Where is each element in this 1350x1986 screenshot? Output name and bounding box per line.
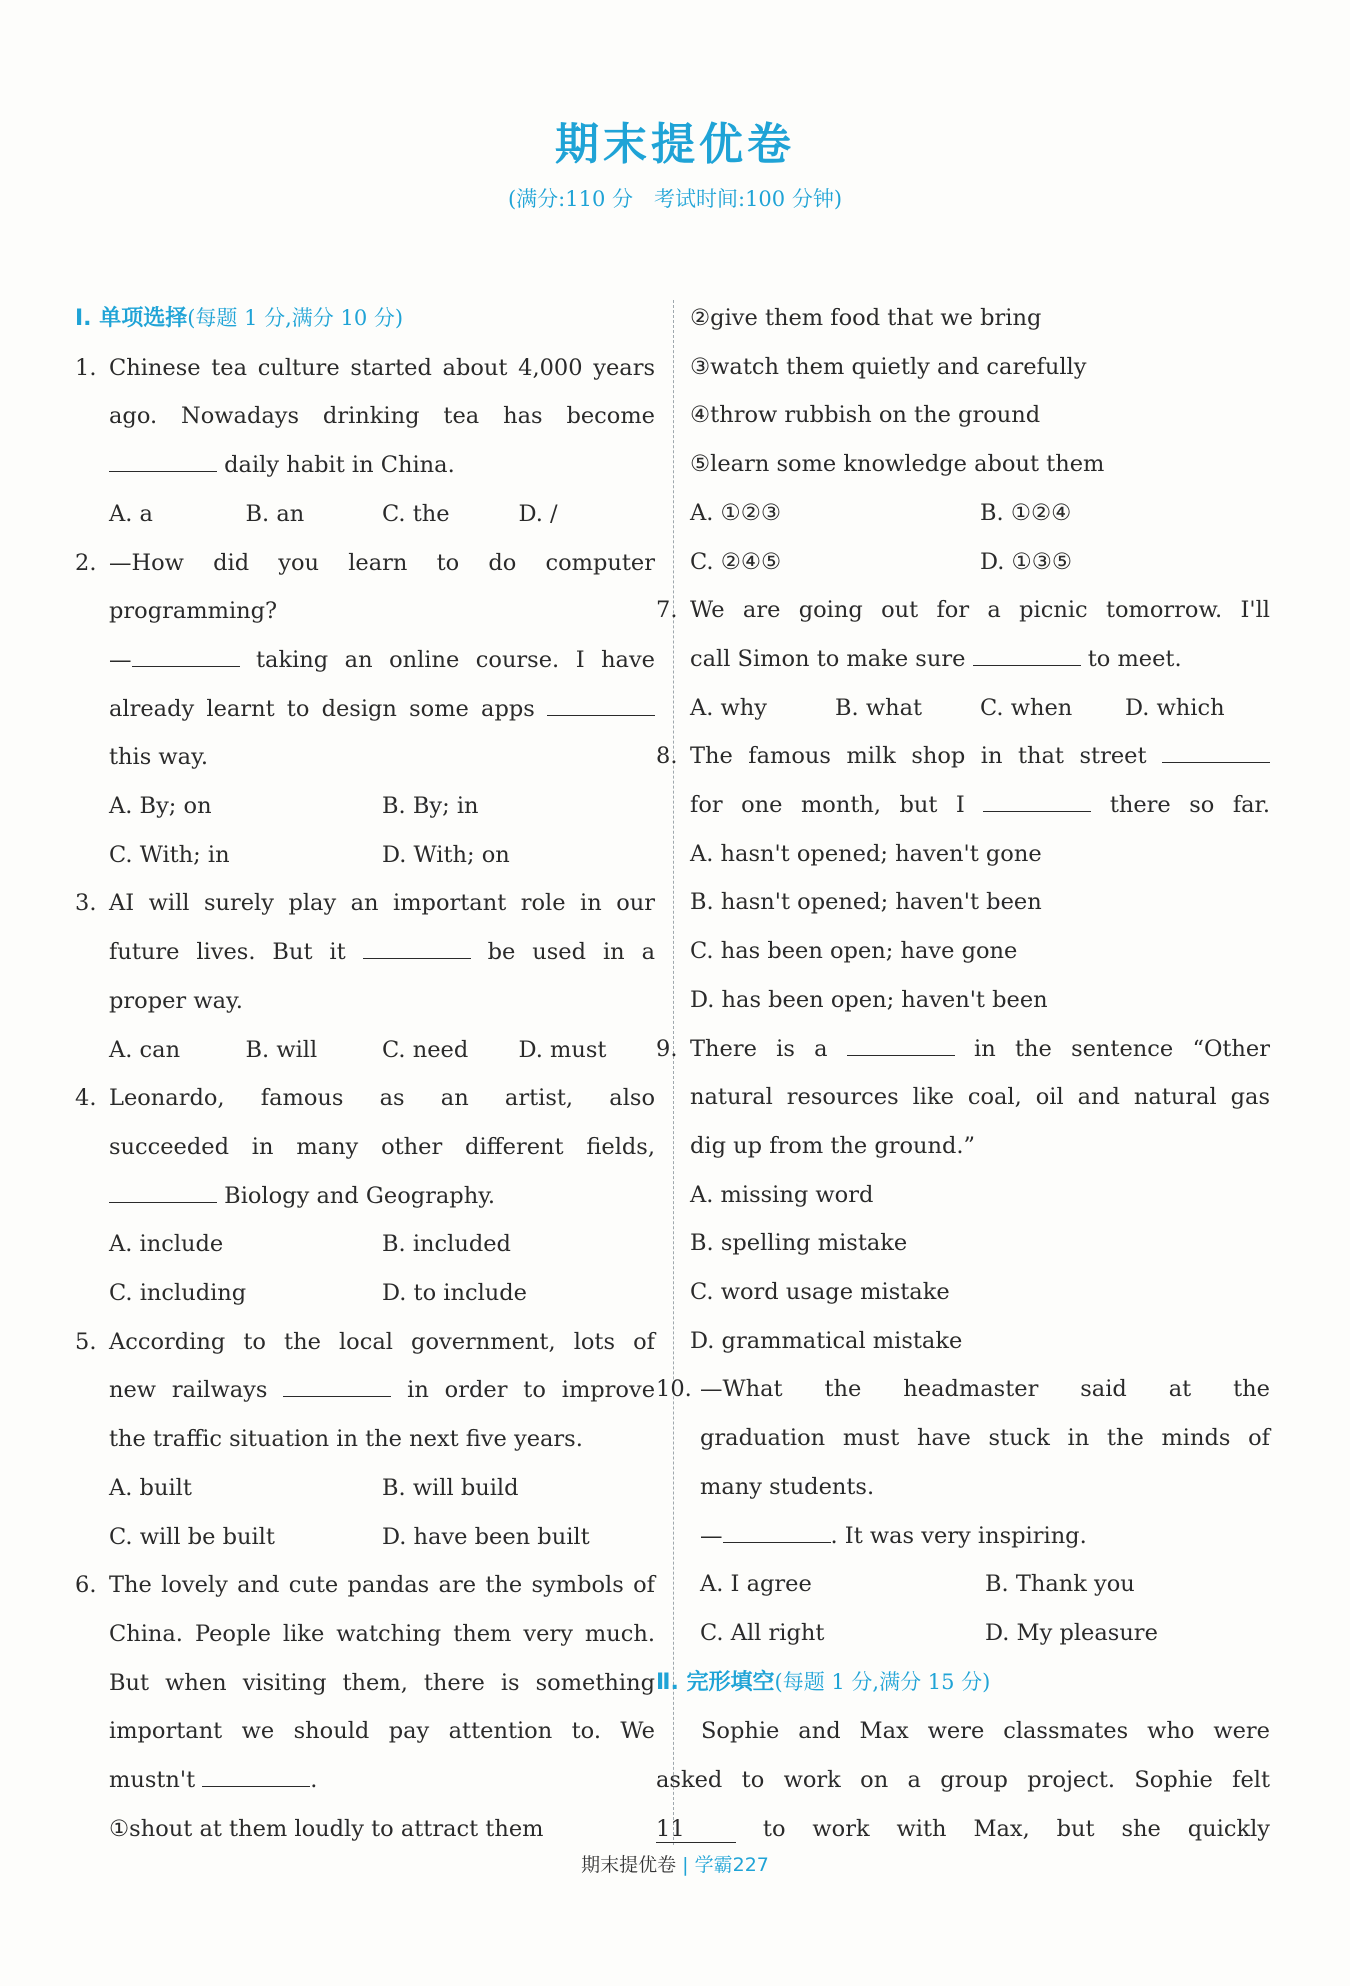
statement-item: ④throw rubbish on the ground — [690, 402, 1041, 429]
question-text: future lives. But it — [109, 939, 346, 966]
answer-blank — [847, 1029, 955, 1056]
option-c: C. the — [382, 500, 450, 527]
options — [690, 684, 1270, 733]
question-number: 3. — [75, 890, 97, 917]
section-1-heading — [75, 294, 655, 344]
page-number: 227 — [732, 1854, 769, 1876]
question-text: AI will surely play an important role in our — [109, 890, 655, 917]
question-text: But when visiting them, there is something — [109, 1669, 655, 1696]
options — [700, 1609, 1270, 1658]
question-number: 1. — [75, 354, 97, 381]
option-b: B. what — [835, 694, 923, 721]
options — [109, 1464, 655, 1513]
option-c: C. has been open; have gone — [690, 938, 1018, 965]
options — [109, 1513, 655, 1562]
question-number: 5. — [75, 1328, 97, 1355]
question-text: Leonardo, famous as an artist, also — [109, 1085, 655, 1112]
question-text: succeeded in many other different fields, — [109, 1133, 655, 1160]
question-text: According to the local government, lots of — [109, 1328, 655, 1355]
question-10 — [656, 1365, 1270, 1657]
question-text: in the sentence “Other — [974, 1035, 1270, 1062]
option-d: D. to include — [382, 1280, 527, 1307]
option-a: A. built — [109, 1474, 192, 1501]
question-number: 8. — [656, 743, 678, 770]
option-a: A. hasn't opened; haven't gone — [690, 840, 1042, 867]
option-a: A. ①②③ — [690, 499, 782, 526]
option-d: D. With; on — [382, 841, 510, 868]
question-9 — [656, 1025, 1270, 1366]
question-number: 10. — [656, 1376, 692, 1403]
option-a: A. include — [109, 1231, 224, 1258]
option-b: B. hasn't opened; haven't been — [690, 889, 1042, 916]
question-text: daily habit in China. — [224, 452, 455, 479]
question-text: to meet. — [1087, 645, 1182, 672]
option-b: B. ①②④ — [980, 499, 1072, 526]
option-a: A. can — [109, 1036, 181, 1063]
answer-blank — [547, 689, 655, 716]
option-b: B. By; in — [382, 793, 479, 820]
option-c: C. ②④⑤ — [690, 548, 782, 575]
option-a: A. I agree — [700, 1571, 812, 1598]
options — [690, 489, 1270, 538]
option-c: C. With; in — [109, 841, 230, 868]
answer-blank — [973, 639, 1081, 666]
question-6-continued — [656, 294, 1270, 586]
option-d: D. My pleasure — [985, 1619, 1158, 1646]
footer-separator: | — [682, 1854, 689, 1876]
question-text: The famous milk shop in that street — [690, 743, 1147, 770]
passage-text: to work with Max, but she quickly — [762, 1815, 1271, 1842]
section-2-note: (每题 1 分,满分 15 分) — [774, 1669, 991, 1694]
footer-brand: 学霸 — [694, 1854, 733, 1876]
question-text: this way. — [109, 744, 208, 771]
question-text: We are going out for a picnic tomorrow. I'll — [690, 597, 1270, 624]
answer-blank — [1162, 736, 1270, 763]
question-6 — [75, 1561, 655, 1853]
option-d: D. / — [518, 500, 558, 527]
option-d: D. which — [1125, 694, 1225, 721]
option-d: D. grammatical mistake — [690, 1327, 963, 1354]
answer-blank — [132, 640, 240, 667]
option-b: B. will — [245, 1036, 318, 1063]
option-c: C. will be built — [109, 1523, 275, 1550]
question-text: taking an online course. I have — [256, 646, 656, 673]
option-a: A. missing word — [690, 1181, 874, 1208]
cloze-blank-11: 11 — [656, 1816, 736, 1843]
question-8 — [656, 732, 1270, 1024]
question-text: . It was very inspiring. — [830, 1522, 1087, 1549]
question-text: there so far. — [1109, 792, 1270, 819]
question-text: proper way. — [109, 987, 243, 1014]
right-column — [656, 294, 1271, 1854]
options — [690, 538, 1270, 587]
option-a: A. By; on — [109, 793, 212, 820]
section-2-heading — [656, 1658, 1270, 1708]
question-text: in order to improve — [407, 1377, 656, 1404]
question-7 — [656, 586, 1270, 732]
options — [109, 490, 655, 539]
option-c: C. need — [382, 1036, 469, 1063]
option-c: C. word usage mistake — [690, 1279, 950, 1306]
answer-blank — [723, 1516, 831, 1543]
passage-text: Sophie and Max were classmates who were — [701, 1718, 1270, 1745]
statement-item: ③watch them quietly and carefully — [690, 353, 1087, 380]
option-a: A. why — [690, 694, 768, 721]
option-d: D. have been built — [382, 1523, 590, 1550]
dash: — — [700, 1522, 723, 1549]
question-text: There is a — [690, 1035, 828, 1062]
question-text: China. People like watching them very much. — [109, 1620, 655, 1647]
question-text: mustn't — [109, 1767, 196, 1794]
question-text: ago. Nowadays drinking tea has become — [109, 403, 655, 430]
question-number: 7. — [656, 597, 678, 624]
options — [109, 831, 655, 880]
answer-blank — [363, 932, 471, 959]
question-number: 6. — [75, 1572, 97, 1599]
option-d: D. must — [518, 1036, 607, 1063]
options — [109, 782, 655, 831]
option-c: C. All right — [700, 1619, 825, 1646]
question-text: —What the headmaster said at the — [700, 1376, 1270, 1403]
answer-blank — [202, 1760, 310, 1787]
option-d: D. ①③⑤ — [980, 548, 1073, 575]
question-text: Chinese tea culture started about 4,000 years — [109, 354, 655, 381]
option-b: B. will build — [382, 1474, 519, 1501]
question-text: . — [310, 1767, 318, 1794]
question-2 — [75, 539, 655, 880]
question-number: 2. — [75, 549, 97, 576]
answer-blank — [983, 785, 1091, 812]
question-text: be used in a — [487, 939, 655, 966]
question-text: already learnt to design some apps — [109, 695, 535, 722]
question-text: important we should pay attention to. We — [109, 1718, 655, 1745]
options — [109, 1269, 655, 1318]
question-text: new railways — [109, 1377, 268, 1404]
question-4 — [75, 1074, 655, 1318]
option-b: B. an — [245, 500, 305, 527]
question-text: natural resources like coal, oil and natural gas — [690, 1084, 1270, 1111]
question-text: call Simon to make sure — [690, 645, 966, 672]
question-3 — [75, 879, 655, 1074]
question-text: programming? — [109, 598, 278, 625]
statement-item: ①shout at them loudly to attract them — [109, 1815, 544, 1842]
question-text: for one month, but I — [690, 792, 965, 819]
section-1-title: Ⅰ. 单项选择 — [75, 306, 188, 331]
options — [109, 1026, 655, 1075]
option-a: A. a — [109, 500, 153, 527]
passage-text: asked to work on a group project. Sophie felt — [656, 1767, 1270, 1794]
answer-blank — [283, 1370, 391, 1397]
option-d: D. has been open; haven't been — [690, 986, 1048, 1013]
section-1-note: (每题 1 分,满分 10 分) — [187, 306, 404, 330]
footer-title: 期末提优卷 — [581, 1854, 677, 1876]
option-b: B. included — [382, 1231, 511, 1258]
statement-item: ⑤learn some knowledge about them — [690, 451, 1105, 478]
question-text: dig up from the ground.” — [690, 1132, 976, 1159]
option-b: B. Thank you — [985, 1571, 1135, 1598]
question-text: graduation must have stuck in the minds of — [700, 1425, 1270, 1452]
question-number: 9. — [656, 1035, 678, 1062]
statement-item: ②give them food that we bring — [690, 305, 1042, 331]
question-text: —How did you learn to do computer — [109, 549, 655, 576]
option-c: C. when — [980, 694, 1073, 721]
question-text: The lovely and cute pandas are the symbols of — [109, 1572, 655, 1599]
question-1 — [75, 344, 655, 539]
question-text: many students. — [700, 1473, 875, 1500]
page-title: 期末提优卷 — [555, 119, 795, 170]
left-column — [75, 294, 655, 1854]
answer-blank — [109, 1176, 217, 1203]
answer-blank — [109, 445, 217, 472]
page-subtitle: (满分:110 分 考试时间:100 分钟) — [507, 187, 843, 211]
question-5 — [75, 1318, 655, 1562]
question-number: 4. — [75, 1085, 97, 1112]
page-footer — [0, 1850, 1350, 1877]
question-text: the traffic situation in the next five years. — [109, 1426, 583, 1453]
options — [700, 1560, 1270, 1609]
option-c: C. including — [109, 1280, 247, 1307]
dash: — — [109, 646, 132, 673]
question-text: Biology and Geography. — [224, 1182, 496, 1209]
option-b: B. spelling mistake — [690, 1230, 908, 1257]
section-2 — [656, 1658, 1270, 1854]
options — [109, 1220, 655, 1269]
section-2-title: Ⅱ. 完形填空 — [656, 1669, 775, 1695]
